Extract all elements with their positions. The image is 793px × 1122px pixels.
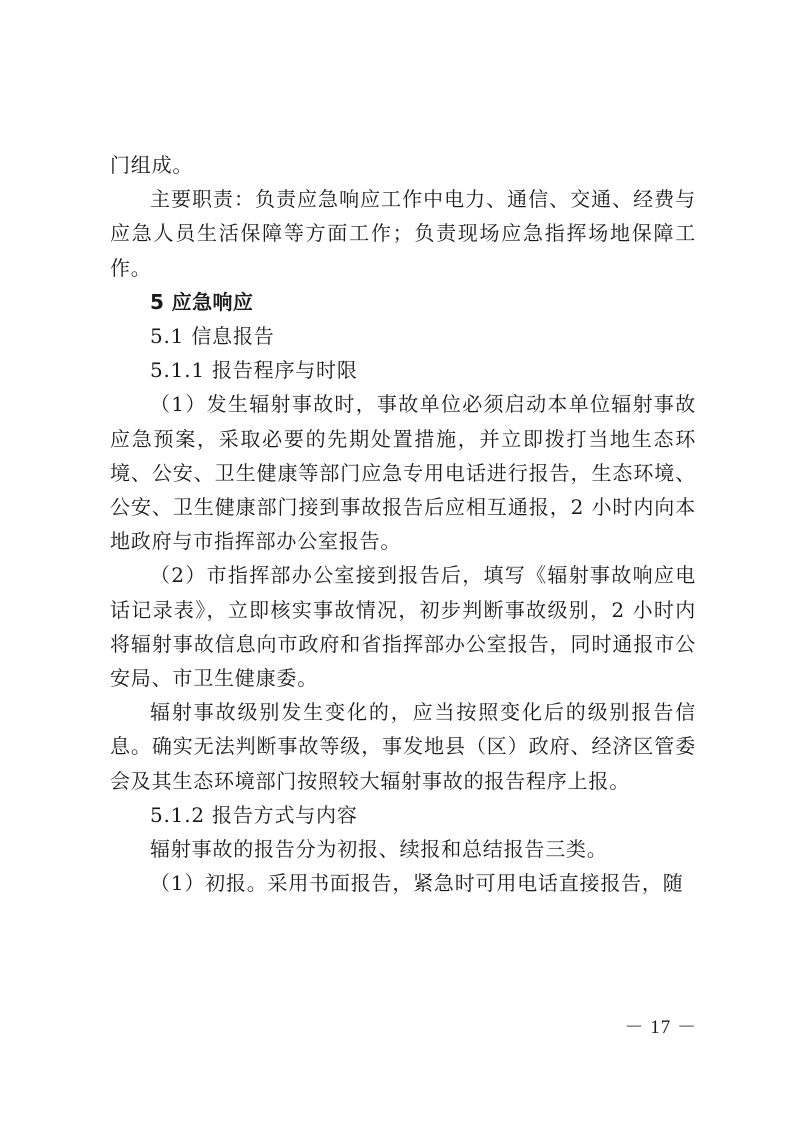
document-body [110, 148, 696, 900]
paragraph-item-1: （1）发生辐射事故时，事故单位必须启动本单位辐射事故应急预案，采取必要的先期处置措施，并立即拨打当地生态环境、公安、卫生健康等部门应急专用电话进行报告，生态环境、公安、卫生健康部门接到事故报告后应相互通报，2 小时内向本地政府与市指挥部办公室报告。 [110, 392, 696, 554]
section-heading-emergency-response: 5 应急响应 [150, 289, 254, 314]
paragraph-main-duties: 主要职责：负责应急响应工作中电力、通信、交通、经费与应急人员生活保障等方面工作；负责现场应急指挥场地保障工作。 [110, 187, 696, 280]
subsection-heading-information-report: 5.1 信息报告 [150, 324, 275, 349]
subsection-heading-report-procedure: 5.1.1 报告程序与时限 [150, 358, 358, 383]
paragraph-report-types: 辐射事故的报告分为初报、续报和总结报告三类。 [150, 837, 608, 862]
subsection-heading-report-method: 5.1.2 报告方式与内容 [150, 802, 358, 827]
paragraph-level-change: 辐射事故级别发生变化的，应当按照变化后的级别报告信息。确实无法判断事故等级，事发地县（区）政府、经济区管委会及其生态环境部门按照较大辐射事故的报告程序上报。 [110, 700, 696, 793]
paragraph-item-2: （2）市指挥部办公室接到报告后，填写《辐射事故响应电话记录表》，立即核实事故情况，初步判断事故级别，2 小时内将辐射事故信息向市政府和省指挥部办公室报告，同时通报市公安局、市卫生健康委。 [110, 563, 696, 691]
page-number: － 17 － [624, 1017, 697, 1038]
paragraph-continuation: 门组成。 [110, 153, 194, 177]
paragraph-initial-report: （1）初报。采用书面报告，紧急时可用电话直接报告，随 [150, 871, 684, 896]
